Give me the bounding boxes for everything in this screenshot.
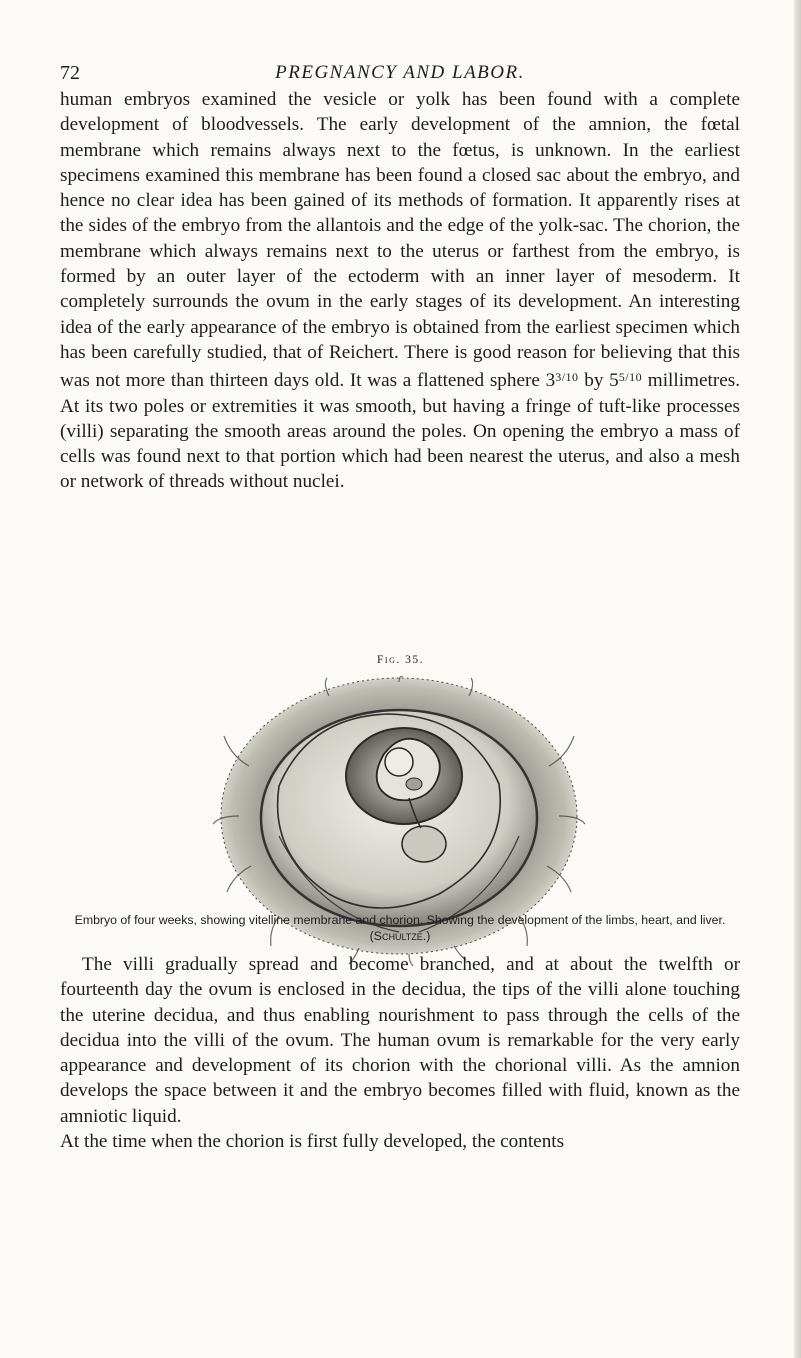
yolk-sac <box>402 826 446 862</box>
paragraph-1-text-a: human embryos examined the vesicle or yolk has been found with a complete development of bloodvessels. The early development of the amnion, the fœtal membrane which remains always next to the fœtus, is unknown. In the earliest specimens examined this membrane has been found a closed sac about the embryo, and hence no clear idea has been gained of its methods of formation. It apparently rises at the sides of the embryo from the allantois and the edge of the yolk-sac. The chorion, the membrane which always remains next to the uterus or farthest from the embryo, is formed by an outer layer of the ectoderm with an inner layer of mesoderm. It completely surrounds the ovum in the early stages of its development. An interesting idea of the early appearance of the embryo is obtained from the earliest specimen which has been carefully studied, that of Reichert. There is good reason for believing that this was not more than thirteen days old. It was a flattened sphere 3 <box>60 89 740 392</box>
figure-label: Fig. 35. <box>377 654 424 666</box>
caption-credit: (Schultze.) <box>369 928 431 943</box>
embryo-head <box>385 748 413 776</box>
fraction-sphere-height: 5/10 <box>618 370 643 385</box>
paragraph-1-text-b: by 5 <box>578 370 619 392</box>
paragraph-2 <box>60 952 740 1154</box>
page-header <box>60 62 740 88</box>
embryo-heart <box>406 778 422 790</box>
paragraph-3-text: At the time when the chorion is first fully developed, the contents <box>60 1131 565 1153</box>
figure-caption <box>68 913 732 944</box>
paragraph-2-text: The villi gradually spread and become branched, and at about the twelfth or fourteenth day the ovum is enclosed in the decidua, the tips of the villi alone touching the uterine decidua, and thus enabling nourishment to pass through the cells of the decidua into the villi of the ovum. The human ovum is remarkable for the very early appearance and development of its chorion with the chorional villi. As the amnion develops the space between it and the embryo becomes filled with fluid, known as the amniotic liquid. <box>60 954 740 1127</box>
page-edge-shadow <box>794 0 801 1358</box>
caption-main: Embryo of four weeks, showing vitelline membrane and chorion. Showing the development of the limbs, heart, and liver. <box>74 913 726 927</box>
paragraph-1-text-c: millimetres. At its two poles or extremities it was smooth, but having a fringe of tuft-like processes (villi) separating the smooth areas around the poles. On opening the embryo a mass of cells was found next to that portion which had been nearest the uterus, and also a mesh or network of threads without nuclei. <box>60 370 740 493</box>
fraction-sphere-width: 3/10 <box>555 370 579 385</box>
running-title: PREGNANCY AND LABOR. <box>275 62 525 83</box>
page-number: 72 <box>60 62 80 84</box>
paragraph-1 <box>60 87 740 495</box>
